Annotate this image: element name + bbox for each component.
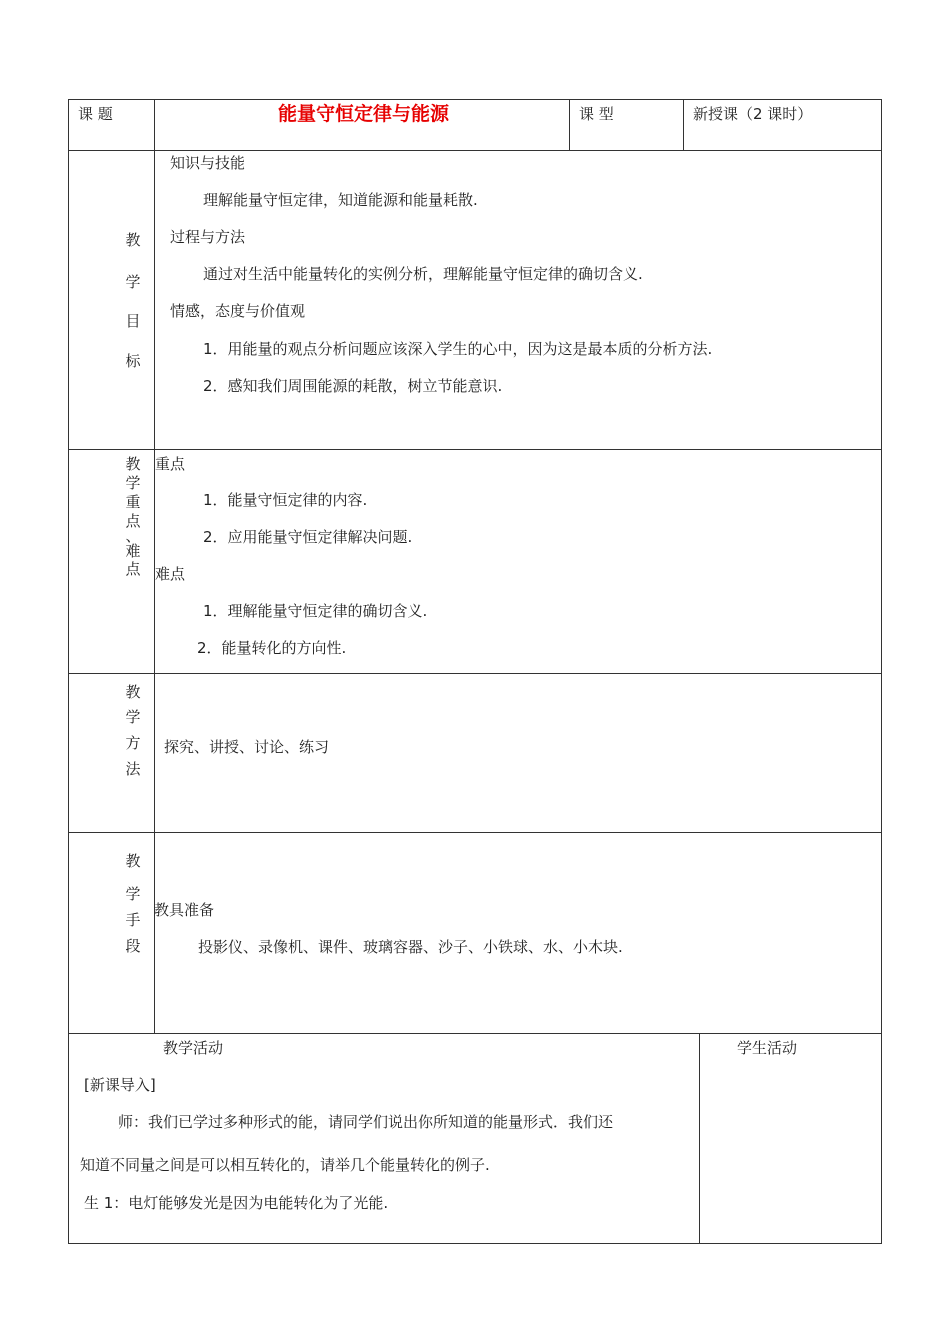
- process-text: 通过对生活中能量转化的实例分析，理解能量守恒定律的确切含义.: [203, 265, 643, 283]
- teacher-activity-header: 教学活动: [163, 1039, 224, 1057]
- keypoints-side-char: 教: [125, 455, 141, 473]
- activity-line: 知道不同量之间是可以相互转化的，请举几个能量转化的例子.: [80, 1156, 490, 1174]
- emotion-item: 1．用能量的观点分析问题应该深入学生的心中，因为这是最本质的分析方法.: [203, 340, 713, 358]
- header-divider-type: [683, 99, 684, 150]
- difficult-heading: 难点: [155, 565, 186, 583]
- process-heading: 过程与方法: [170, 228, 246, 246]
- keypoints-side-char: 点: [125, 512, 141, 530]
- keypoints-side-char: 点: [125, 560, 141, 578]
- knowledge-heading: 知识与技能: [170, 154, 246, 172]
- table-divider-header: [68, 150, 882, 151]
- key-item: 1．能量守恒定律的内容.: [203, 491, 368, 509]
- knowledge-text: 理解能量守恒定律，知道能源和能量耗散.: [203, 191, 478, 209]
- activity-line: 师：我们已学过多种形式的能，请同学们说出你所知道的能量形式．我们还: [118, 1113, 614, 1131]
- means-heading: 教具准备: [154, 901, 215, 919]
- keypoints-side-char: 难: [125, 542, 141, 560]
- means-text: 投影仪、录像机、课件、玻璃容器、沙子、小铁球、水、小木块.: [198, 938, 623, 956]
- activity-line: 生 1：电灯能够发光是因为电能转化为了光能.: [84, 1194, 389, 1212]
- table-divider-means: [68, 1033, 882, 1034]
- difficult-item: 2．能量转化的方向性.: [197, 639, 347, 657]
- table-divider-methods: [68, 832, 882, 833]
- methods-side-char: 方: [125, 734, 141, 752]
- difficult-item: 1．理解能量守恒定律的确切含义.: [203, 602, 428, 620]
- activity-column-divider: [699, 1033, 700, 1244]
- means-side-char: 教: [125, 852, 141, 870]
- student-activity-header: 学生活动: [737, 1039, 798, 1057]
- type-value: 新授课（2 课时）: [693, 105, 813, 123]
- methods-side-char: 法: [125, 760, 141, 778]
- emotion-heading: 情感，态度与价值观: [170, 302, 306, 320]
- section-label: [新课导入]: [84, 1076, 156, 1094]
- methods-side-char: 教: [125, 683, 141, 701]
- means-side-char: 段: [125, 937, 141, 955]
- methods-text: 探究、讲授、讨论、练习: [164, 738, 330, 756]
- header-divider-title: [569, 99, 570, 150]
- objectives-side-char: 目: [125, 312, 141, 330]
- table-border-bottom: [68, 1243, 882, 1244]
- keypoints-side-char: 、: [125, 527, 141, 545]
- methods-side-char: 学: [125, 708, 141, 726]
- key-item: 2．应用能量守恒定律解决问题.: [203, 528, 413, 546]
- objectives-side-char: 教: [125, 231, 141, 249]
- means-side-char: 学: [125, 885, 141, 903]
- key-heading: 重点: [155, 455, 186, 473]
- table-border-left: [68, 99, 69, 1244]
- table-divider-keypoints: [68, 673, 882, 674]
- lesson-title: 能量守恒定律与能源: [278, 103, 450, 125]
- keypoints-side-char: 重: [125, 493, 141, 511]
- type-label: 课 型: [579, 105, 614, 123]
- subject-label: 课 题: [78, 105, 113, 123]
- objectives-side-char: 标: [125, 352, 141, 370]
- objectives-side-char: 学: [125, 273, 141, 291]
- means-side-char: 手: [125, 911, 141, 929]
- table-border-top: [68, 99, 882, 100]
- table-border-right: [881, 99, 882, 1244]
- keypoints-side-char: 学: [125, 474, 141, 492]
- table-divider-objectives: [68, 449, 882, 450]
- emotion-item: 2．感知我们周围能源的耗散，树立节能意识.: [203, 377, 503, 395]
